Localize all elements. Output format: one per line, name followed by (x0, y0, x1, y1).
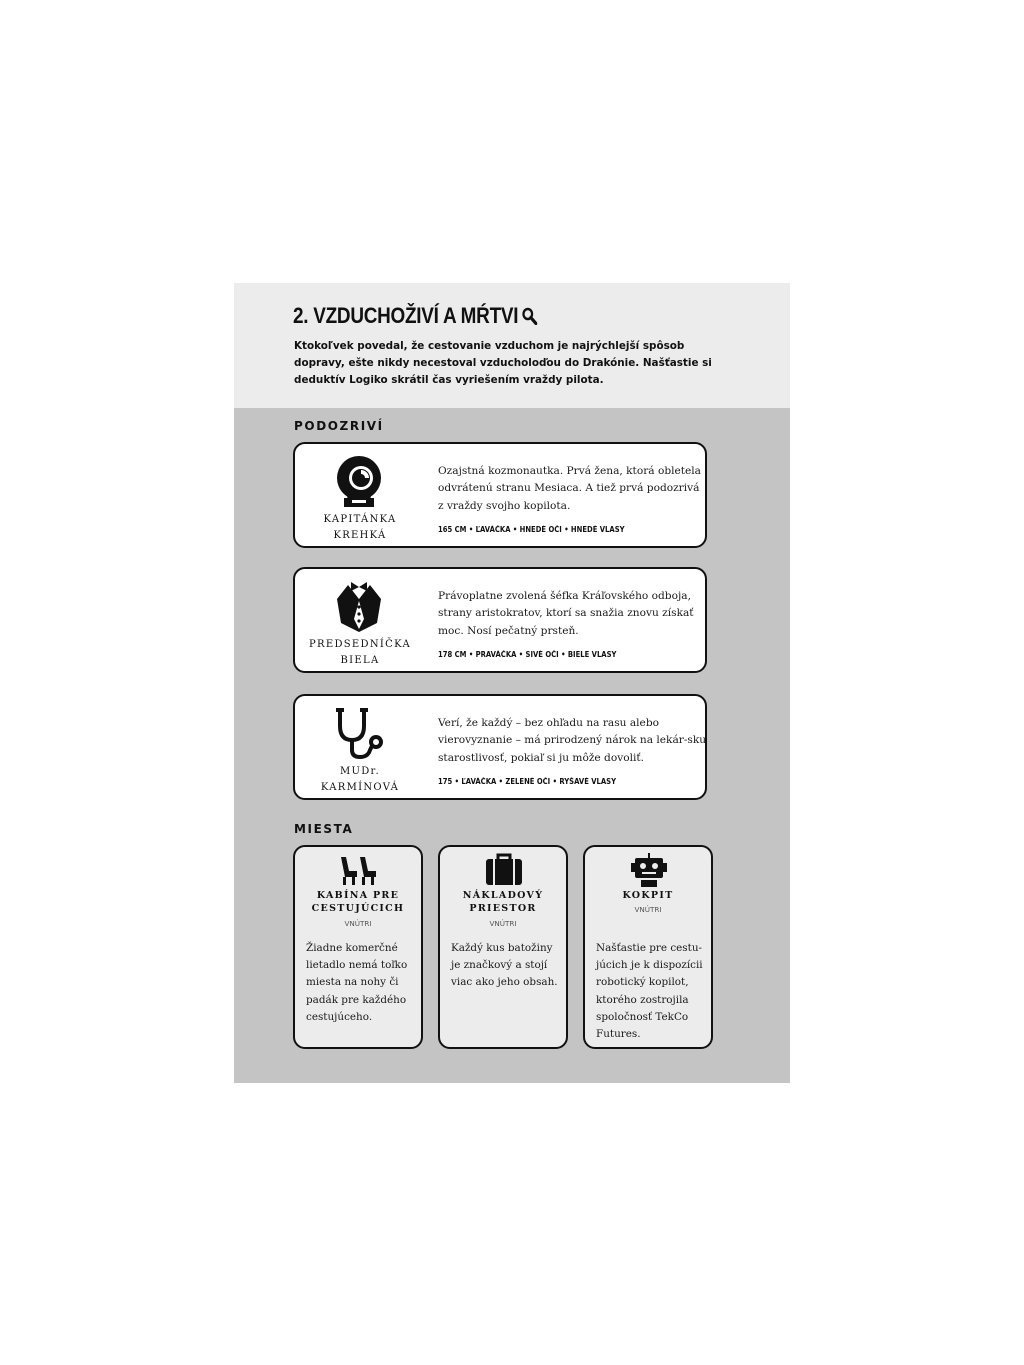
suspect-description: Verí, že každý – bez ohľadu na rasu alebo vierovyznanie – má prirodzený nárok na lekár-sku starostlivosť, pokiaľ si ju môže dovoliť. (438, 717, 707, 764)
suspect-name: MUDr. KARMÍNOVÁ (320, 766, 400, 793)
place-description: Našťastie pre cestu-júcich je k dispozícii robotický kopilot, ktorého zostrojila spoločnosť TekCo Futures. (596, 942, 703, 1041)
suspect-stats: 175 • ĽAVÁČKA • ZELENÉ OČI • RYŠAVÉ VLASY (438, 777, 617, 786)
suspect-name: KAPITÁNKA KREHKÁ (323, 514, 397, 541)
suspect-stats: 165 CM • ĽAVÁČKA • HNEDÉ OČI • HNEDÉ VLASY (438, 525, 625, 534)
robot-icon (629, 853, 669, 887)
place-tag: VNÚTRI (634, 905, 662, 914)
page-header (234, 283, 790, 408)
place-tag: VNÚTRI (489, 919, 517, 928)
suspect-description: Právoplatne zvolená šéfka Kráľovského odboja, strany aristokratov, ktorí sa snažia znovu získať moc. Nosí pečatný prsteň. (438, 590, 694, 637)
place-description: Žiadne komerčné lietadlo nemá toľko miesta na nohy či padák pre každého cestujúceho. (306, 942, 408, 1023)
suspect-card-krehka (293, 442, 707, 548)
place-name: NÁKLADOVÝ PRIESTOR (462, 890, 544, 914)
place-tag: VNÚTRI (344, 919, 372, 928)
suspects-label: PODOZRIVÍ (294, 419, 384, 433)
astronaut-helmet-icon (332, 454, 386, 508)
place-description: Každý kus batožiny je značkový a stojí viac ako jeho obsah. (451, 942, 558, 989)
seats-icon (339, 853, 379, 887)
tuxedo-icon (332, 579, 386, 633)
place-card-cockpit (583, 845, 713, 1049)
places-label: MIESTA (294, 822, 354, 836)
magnifier-icon (522, 307, 537, 325)
suspect-stats: 178 CM • PRAVÁČKA • SIVÉ OČI • BIELE VLASY (438, 650, 617, 659)
place-name: KABÍNA PRE CESTUJÚCICH (311, 890, 405, 914)
page-title: 2. VZDUCHOŽIVÍ A MŔTVI (293, 303, 537, 329)
place-card-cargo (438, 845, 568, 1049)
suspect-card-biela (293, 567, 707, 673)
suitcase-icon (484, 853, 524, 887)
intro-text: Ktokoľvek povedal, že cestovanie vzduchom je najrýchlejší spôsob dopravy, ešte nikdy necestoval vzducholoďou do Drakónie. Našťastie si deduktív Logiko skrátil čas vyriešením vraždy pilota. (294, 340, 712, 386)
suspect-description: Ozajstná kozmonautka. Prvá žena, ktorá obletela odvrátenú stranu Mesiaca. A tiež prvá podozrivá z vraždy svojho kopilota. (438, 465, 701, 512)
place-card-cabin (293, 845, 423, 1049)
suspect-name: PREDSEDNÍČKA BIELA (309, 639, 411, 666)
book-page (234, 283, 790, 1083)
suspect-card-karminova (293, 694, 707, 800)
stethoscope-icon (332, 706, 386, 760)
place-name: KOKPIT (622, 890, 674, 901)
